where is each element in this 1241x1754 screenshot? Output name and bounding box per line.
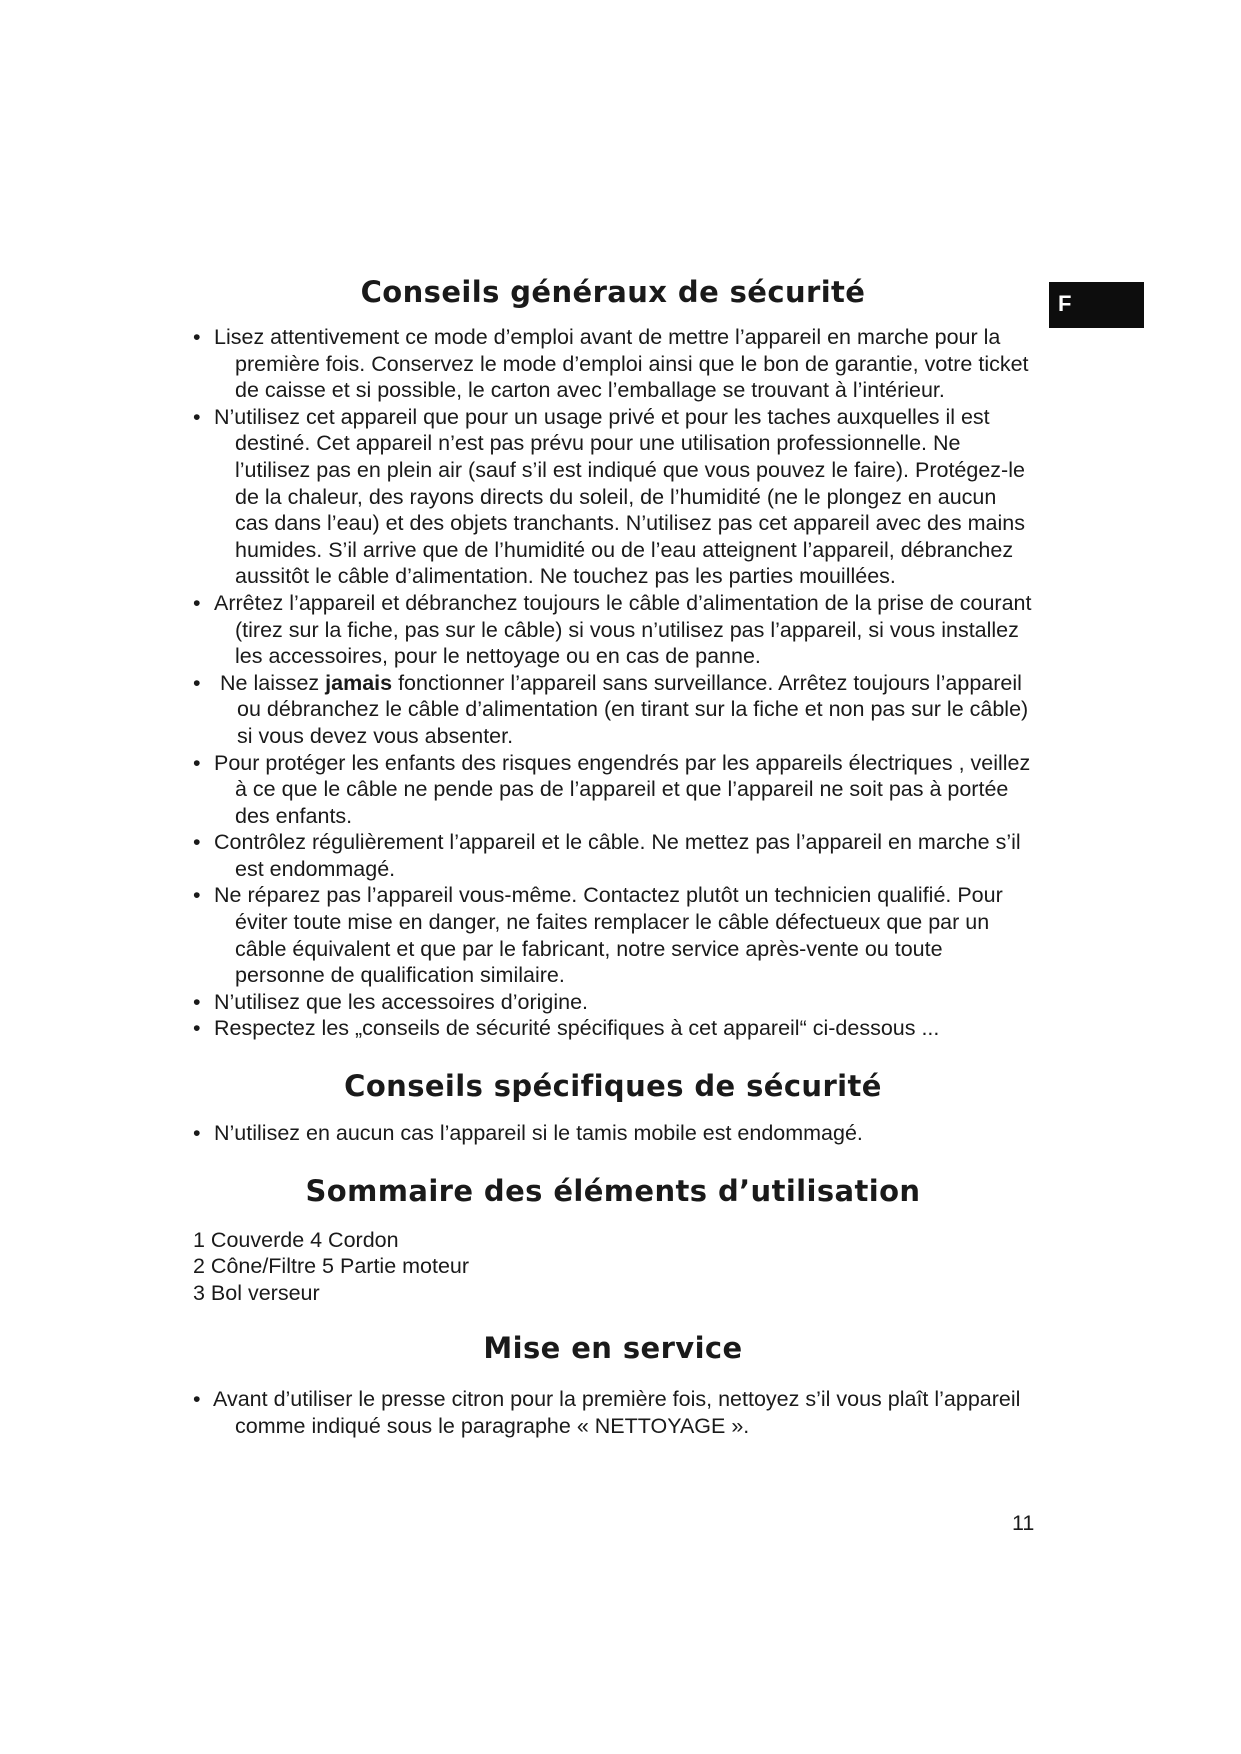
list-item: • Respectez les „conseils de sécurité spécifiques à cet appareil“ ci-dessous ... bbox=[193, 1016, 940, 1041]
list-item: • Pour protéger les enfants des risques engendrés par les appareils électriques , veillez à ce que le câble ne pende pas de l’appareil et que l’appareil ne soit pas à portée des enfants. bbox=[193, 750, 1031, 828]
summary-list bbox=[193, 1227, 1033, 1307]
general-safety-heading: Conseils généraux de sécurité bbox=[360, 275, 866, 309]
summary-heading: Sommaire des éléments d’utilisation bbox=[305, 1173, 921, 1208]
setup-list bbox=[193, 1386, 1033, 1439]
language-tab-label: F bbox=[1058, 291, 1072, 316]
list-item: • N’utilisez que les accessoires d’origine. bbox=[193, 989, 589, 1014]
specific-safety-list bbox=[193, 1120, 1033, 1147]
summary-line: 2 Cône/Filtre 5 Partie moteur bbox=[193, 1254, 470, 1279]
list-item: • N’utilisez cet appareil que pour un usage privé et pour les taches auxquelles il est destiné. Cet appareil n’est pas prévu pour une utilisation professionnelle. Ne l’utilisez pas en plein air (sauf s’il est indiqué que vous pouvez le faire). Protégez-le de la chaleur, des rayons directs du soleil, de l’humidité (ne le plongez en aucun cas dans l’eau) et des objets tranchants. N’utilisez pas cet appareil avec des mains humides. S’il arrive que de l’humidité ou de l’eau atteignent l’appareil, débranchez aussitôt le câble d’alimentation. Ne touchez pas les parties mouillées. bbox=[193, 404, 1025, 589]
specific-safety-heading: Conseils spécifiques de sécurité bbox=[344, 1069, 882, 1104]
general-safety-list bbox=[193, 324, 1033, 1042]
list-item: • Avant d’utiliser le presse citron pour la première fois, nettoyez s’il vous plaît l’appareil comme indiqué sous le paragraphe « NETTOYAGE ». bbox=[193, 1387, 1021, 1438]
language-tab bbox=[1049, 282, 1144, 328]
list-item: • Arrêtez l’appareil et débranchez toujours le câble d’alimentation de la prise de courant (tirez sur la fiche, pas sur le câble) si vous n’utilisez pas l’appareil, si vous installez les accessoires, pour le nettoyage ou en cas de panne. bbox=[193, 590, 1032, 669]
page-number: 11 bbox=[1012, 1511, 1035, 1535]
emphasis-text: jamais bbox=[325, 670, 393, 695]
page-content bbox=[193, 270, 1033, 1440]
summary-line: 1 Couverde 4 Cordon bbox=[193, 1227, 399, 1252]
list-item: • Contrôlez régulièrement l’appareil et le câble. Ne mettez pas l’appareil en marche s’il est endommagé. bbox=[193, 830, 1021, 881]
list-item: • N’utilisez en aucun cas l’appareil si le tamis mobile est endommagé. bbox=[193, 1121, 863, 1146]
list-item: • Ne laissez jamais fonctionner l’appareil sans surveillance. Arrêtez toujours l’appareil ou débranchez le câble d’alimentation (en tirant sur la fiche et non pas sur le câble) si vous devez vous absenter. bbox=[193, 670, 1029, 748]
setup-heading: Mise en service bbox=[483, 1331, 743, 1366]
summary-line: 3 Bol verseur bbox=[193, 1280, 320, 1305]
list-item: • Lisez attentivement ce mode d’emploi avant de mettre l’appareil en marche pour la première fois. Conservez le mode d’emploi ainsi que le bon de garantie, votre ticket de caisse et si possible, le carton avec l’emballage se trouvant à l’intérieur. bbox=[193, 325, 1029, 403]
list-item: • Ne réparez pas l’appareil vous-même. Contactez plutôt un technicien qualifié. Pour éviter toute mise en danger, ne faites remplacer le câble défectueux que par un câble équivalent et que par le fabricant, notre service après-vente ou toute personne de qualification similaire. bbox=[193, 883, 1003, 988]
